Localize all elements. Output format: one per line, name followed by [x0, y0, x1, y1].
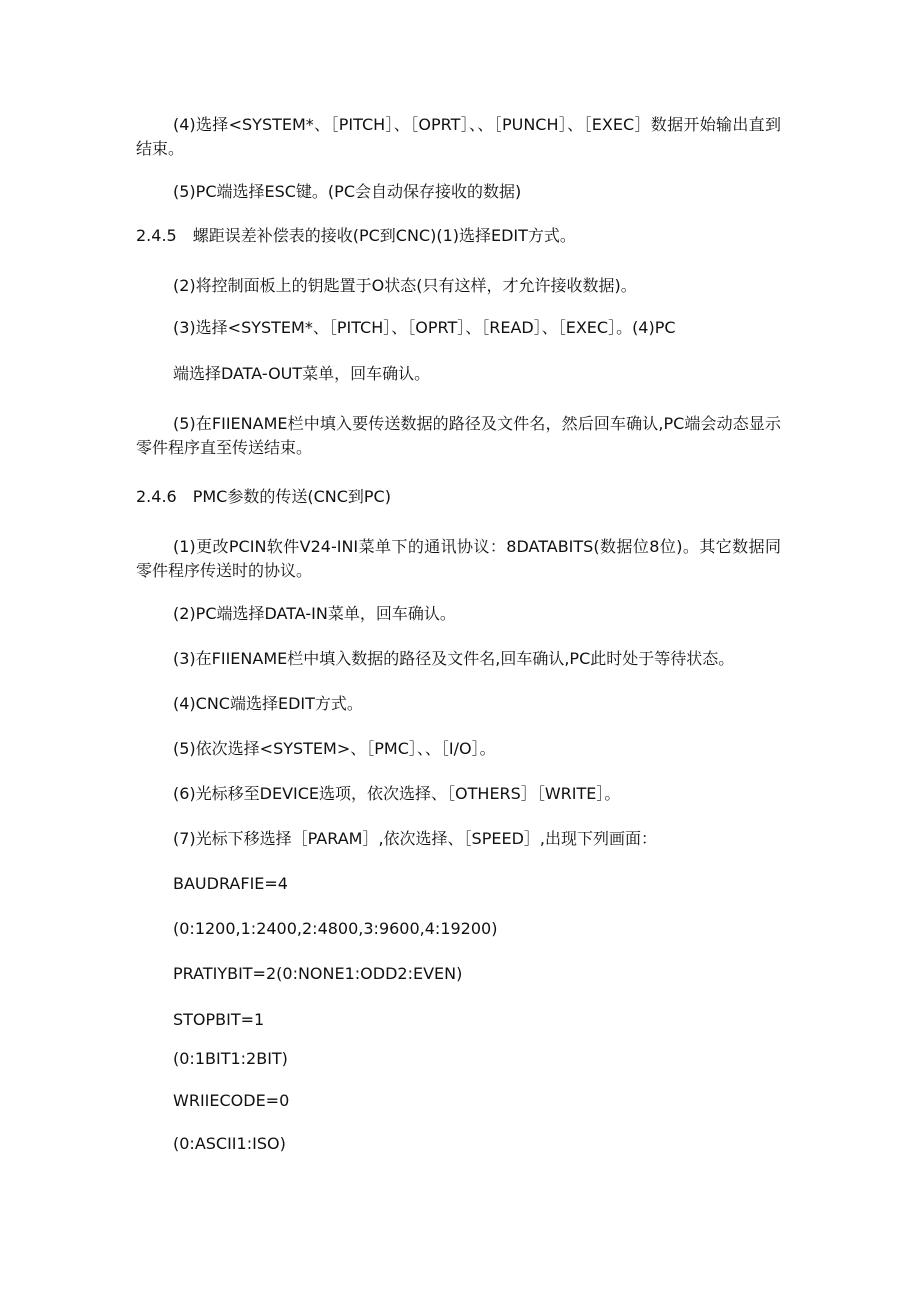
setting-paritybit: PRATIYBIT=2(0:NONE1:ODD2:EVEN) — [173, 964, 463, 983]
paragraph-data-out: 端选择DATA-OUT菜单，回车确认。 — [173, 364, 431, 383]
paragraph-step-7-param: (7)光标下移选择［PARAM］,依次选择、［SPEED］,出现下列画面： — [173, 829, 657, 848]
paragraph-step-2-data-in: (2)PC端选择DATA-IN菜单，回车确认。 — [173, 604, 456, 623]
setting-baudrate-options: (0:1200,1:2400,2:4800,3:9600,4:19200) — [173, 919, 498, 938]
paragraph-step-4-edit: (4)CNC端选择EDIT方式。 — [173, 694, 363, 713]
paragraph-step-1-protocol: (1)更改PCIN软件V24-INI菜单下的通讯协议：8DATABITS(数据位8位)。其它数据同零件程序传送时的协议。 — [136, 537, 781, 580]
paragraph-step-2-key: (2)将控制面板上的钥匙置于O状态(只有这样，才允许接收数据)。 — [173, 276, 637, 295]
setting-baudrate: BAUDRAFIE=4 — [173, 874, 288, 893]
paragraph-step-5-esc: (5)PC端选择ESC键。(PC会自动保存接收的数据) — [173, 182, 522, 201]
setting-stopbit: STOPBIT=1 — [173, 1010, 265, 1029]
paragraph-step-4-punch: (4)选择<SYSTEM*、［PITCH］、［OPRT］、、［PUNCH］、［EXEC］数据开始输出直到结束。 — [136, 115, 781, 158]
paragraph-step-3-read: (3)选择<SYSTEM*、［PITCH］、［OPRT］、［READ］、［EXEC］。(4)PC — [173, 318, 676, 337]
paragraph-step-5-filename: (5)在FIIENAME栏中填入要传送数据的路径及文件名，然后回车确认,PC端会动态显示零件程序直至传送结束。 — [136, 414, 781, 457]
section-heading-2-4-6: 2.4.6 PMC参数的传送(CNC到PC) — [136, 487, 391, 506]
paragraph-step-6-device: (6)光标移至DEVICE选项，依次选择、［OTHERS］［WRITE］。 — [173, 784, 621, 803]
setting-writecode: WRIIECODE=0 — [173, 1091, 290, 1110]
setting-writecode-options: (0:ASCII1:ISO) — [173, 1134, 286, 1153]
setting-stopbit-options: (0:1BIT1:2BIT) — [173, 1049, 288, 1068]
section-heading-2-4-5: 2.4.5 螺距误差补偿表的接收(PC到CNC)(1)选择EDIT方式。 — [136, 226, 576, 245]
paragraph-step-3-filename: (3)在FIIENAME栏中填入数据的路径及文件名,回车确认,PC此时处于等待状态。 — [173, 649, 735, 668]
paragraph-step-5-pmc: (5)依次选择<SYSTEM>、［PMC］、、［I/O］。 — [173, 739, 496, 758]
